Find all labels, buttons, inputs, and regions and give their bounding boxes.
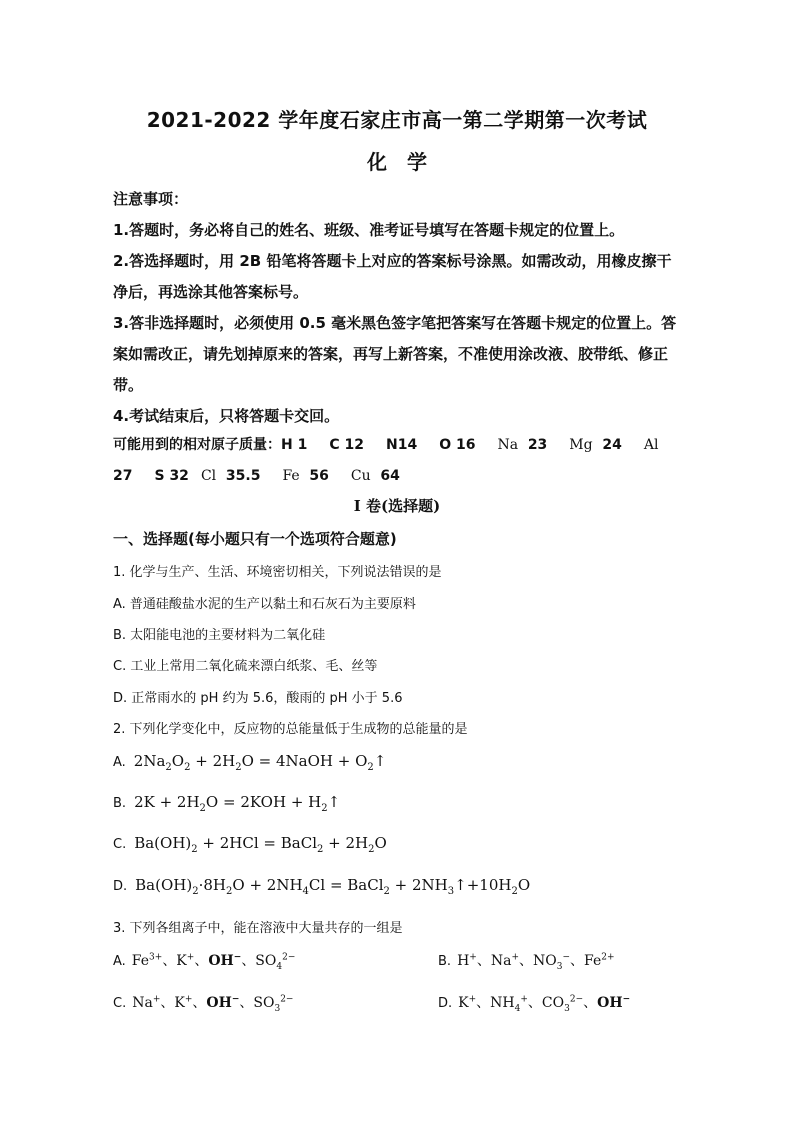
q3-option-b-letter: B.	[438, 954, 452, 969]
atomic-mass-line-2	[113, 461, 713, 492]
q2-stem: 2. 下列化学变化中，反应物的总能量低于生成物的总能量的是	[113, 722, 468, 737]
q2-option-b-equation: $2K + 2H_2O = 2KOH$ + $H_2↑$	[134, 793, 341, 814]
atom-c: C 12	[329, 437, 364, 453]
note-line-4: 3.答非选择题时，必须使用 0.5 毫米黑色签字笔把答案写在答题卡规定的位置上。答	[113, 314, 677, 332]
atomic-mass-label: 可能用到的相对原子质量：	[113, 437, 281, 453]
exam-title: 2021-2022 学年度石家庄市高一第二学期第一次考试	[146, 108, 648, 132]
atom-cl-symbol: Cl	[200, 468, 217, 484]
note-line-2: 2.答选择题时，用 2B 铅笔将答题卡上对应的答案标号涂黑。如需改动，用橡皮擦干	[113, 252, 672, 270]
note-line-1: 1.答题时，务必将自己的姓名、班级、准考证号填写在答题卡规定的位置上。	[113, 221, 625, 239]
q1-option-d: D. 正常雨水的 pH 约为 5.6，酸雨的 pH 小于 5.6	[113, 691, 403, 706]
atom-n: N14	[385, 437, 418, 453]
q3-option-c-ions: Na+、K+、OH−、$SO_3^{2-}$	[132, 994, 294, 1014]
volume-heading: I 卷(选择题)	[353, 497, 441, 515]
q3-option-d-ions: K+、$NH_4^+$、$CO_3^{2-}$、OH−	[458, 994, 631, 1014]
q2-option-a-equation: $2Na_2O_2 + 2H_2O$ = 4NaOH + $O_2↑$	[133, 752, 387, 773]
q3-option-a-ions: $Fe^{3+}$、K+、OH−、$SO_4^{2-}$	[131, 952, 296, 972]
q2-option-c	[113, 834, 713, 855]
q2-option-b-letter: B.	[113, 796, 127, 811]
notes-heading: 注意事项：	[113, 190, 189, 208]
notes-block	[113, 184, 703, 432]
q2-option-c-letter: C.	[113, 837, 127, 852]
note-line-6: 带。	[113, 376, 144, 394]
q2-option-b	[113, 793, 713, 814]
atom-cu-symbol: Cu	[350, 468, 371, 484]
q3-option-a-letter: A.	[113, 954, 126, 969]
q3-option-c	[113, 992, 413, 1014]
part-heading: 一、选择题(每小题只有一个选项符合题意)	[113, 530, 397, 548]
atom-mg-symbol: Mg	[569, 437, 593, 453]
q1-option-b: B. 太阳能电池的主要材料为二氧化硅	[113, 628, 326, 643]
atom-fe-value: 56	[309, 468, 329, 484]
q1-option-a: A. 普通硅酸盐水泥的生产以黏土和石灰石为主要原料	[113, 597, 416, 612]
q2-option-d	[113, 876, 713, 897]
atom-na-symbol: Na	[497, 437, 519, 453]
atom-o: O 16	[439, 437, 476, 453]
q1-option-c: C. 工业上常用二氧化硫来漂白纸浆、毛、丝等	[113, 659, 378, 674]
atomic-mass-line-1	[113, 430, 713, 461]
atom-al-symbol: Al	[643, 437, 659, 453]
atom-h: H 1	[281, 437, 308, 453]
q3-option-b-ions: H+、Na+、$NO_3^-$、$Fe^{2+}$	[457, 952, 615, 972]
atom-cl-value: 35.5	[225, 468, 261, 484]
q2-option-d-equation: $Ba(OH)_2\cdot 8H_2O + 2NH_4Cl$ = BaCl$_2$ + $2NH_3↑+10H_2O$	[135, 876, 531, 897]
q2-option-a	[113, 752, 713, 773]
subject-title: 化 学	[367, 150, 427, 174]
q3-option-d	[438, 992, 630, 1014]
note-line-3: 净后，再选涂其他答案标号。	[113, 283, 309, 301]
atom-s: S 32	[154, 468, 189, 484]
atom-na-value: 23	[527, 437, 548, 453]
note-line-7: 4.考试结束后，只将答题卡交回。	[113, 407, 340, 425]
atom-fe-symbol: Fe	[282, 468, 300, 484]
atom-cu-value: 64	[380, 468, 400, 484]
q3-option-d-letter: D.	[438, 996, 453, 1011]
note-line-5: 案如需改正，请先划掉原来的答案，再写上新答案，不准使用涂改液、胶带纸、修正	[113, 345, 669, 363]
q2-option-d-letter: D.	[113, 879, 128, 894]
q2-option-a-letter: A.	[113, 755, 126, 770]
q2-option-c-equation: $Ba(OH)_2 + 2HCl$ = BaCl$_2$ + $2H_2O$	[134, 834, 387, 855]
q3-option-c-letter: C.	[113, 996, 127, 1011]
atomic-mass-block	[113, 430, 713, 492]
atom-al-value: 27	[113, 468, 133, 484]
q3-stem: 3. 下列各组离子中，能在溶液中大量共存的一组是	[113, 921, 403, 936]
atom-mg-value: 24	[602, 437, 622, 453]
q3-option-b	[438, 950, 615, 972]
q3-option-a	[113, 950, 413, 972]
q1-stem: 1. 化学与生产、生活、环境密切相关，下列说法错误的是	[113, 565, 442, 580]
